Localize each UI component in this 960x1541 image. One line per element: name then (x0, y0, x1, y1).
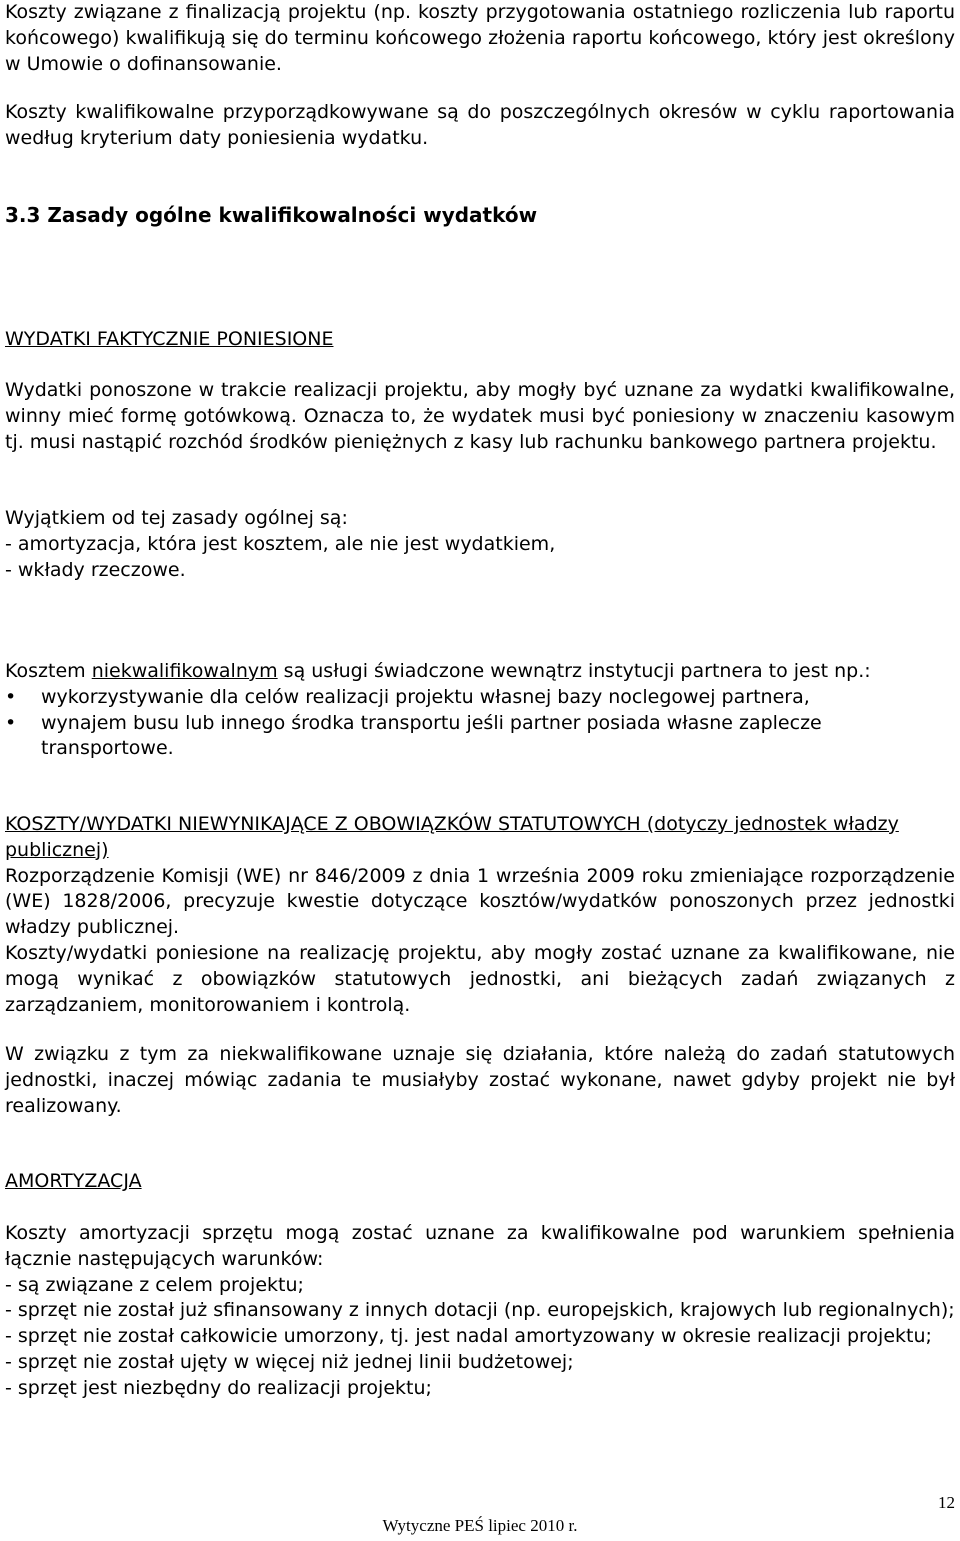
condition-item: - sprzęt jest niezbędny do realizacji projektu; (5, 1376, 432, 1399)
paragraph-niekwalifikowane: W związku z tym za niekwalifikowane uznaje się działania, które należą do zadań statutowych jednostki, inaczej mówiąc zadania te musiałyby zostać wykonane, nawet gdyby projekt nie był realizowany. (5, 1043, 955, 1117)
heading-amortyzacja (5, 1169, 142, 1195)
paragraph-okresy: Koszty kwalifikowalne przyporządkowywane są do poszczególnych okresów w cyklu raportowania według kryterium daty poniesienia wydatku. (5, 101, 955, 149)
exceptions-intro: Wyjątkiem od tej zasady ogólnej są: (5, 507, 348, 529)
list-item-text: wykorzystywanie dla celów realizacji projektu własnej bazy noclegowej partnera, (41, 685, 810, 708)
bullet-icon: • (5, 711, 17, 734)
page-number: 12 (938, 1493, 955, 1512)
condition-item: - są związane z celem projektu; (5, 1273, 304, 1296)
condition-item: - sprzęt nie został ujęty w więcej niż jednej linii budżetowej; (5, 1350, 574, 1373)
niekwal-text-before: Kosztem (5, 660, 92, 682)
footer-text: Wytyczne PEŚ lipiec 2010 r. (382, 1516, 578, 1535)
heading-koszty-text: KOSZTY/WYDATKI NIEWYNIKAJĄCE Z OBOWIĄZKÓW STATUTOWYCH (dotyczy jednostek władzy publicznej) (5, 813, 899, 861)
paragraph-amortyzacja: Koszty amortyzacji sprzętu mogą zostać uznane za kwalifikowalne pod warunkiem spełnienia łącznie następujących warunków: (5, 1222, 955, 1270)
list-item-text: wynajem busu lub innego środka transportu jeśli partner posiada własne zaplecze transportowe. (41, 711, 822, 760)
heading-amortyzacja-text: AMORTYZACJA (5, 1170, 142, 1192)
amortyzacja-block (5, 1221, 955, 1402)
condition-item: - sprzęt nie został całkowicie umorzony, tj. jest nadal amortyzowany w okresie realizacji projektu; (5, 1325, 932, 1348)
condition-item: - sprzęt nie został już sfinansowany z innych dotacji (np. europejskich, krajowych lub regionalnych); (5, 1299, 955, 1322)
paragraph-koszty-poniesione: Koszty/wydatki poniesione na realizację projektu, aby mogły zostać uznane za kwalifikowane, nie mogą wynikać z obowiązków statutowych jednostki, ani bieżących zadań związanych z zarządzaniem, monitorowaniem i kontrolą. (5, 941, 955, 1016)
bullet-icon: • (5, 685, 17, 708)
niekwal-list (5, 685, 955, 762)
heading-koszty-statutowe (5, 812, 955, 864)
niekwalifikowalne-block (5, 659, 955, 762)
list-item (5, 685, 955, 711)
list-item (5, 711, 955, 763)
exception-item: - wkłady rzeczowe. (5, 558, 186, 581)
niekwal-underlined: niekwalifikowalnym (91, 660, 278, 682)
section-heading: 3.3 Zasady ogólne kwalifikowalności wydatków (5, 203, 538, 227)
exception-item: - amortyzacja, która jest kosztem, ale nie jest wydatkiem, (5, 532, 556, 555)
exceptions-block (5, 506, 955, 583)
heading-wydatki-text: WYDATKI FAKTYCZNIE PONIESIONE (5, 328, 334, 350)
heading-wydatki-faktycznie (5, 327, 333, 353)
paragraph-rozporzadzenie: Rozporządzenie Komisji (WE) nr 846/2009 z dnia 1 września 2009 roku zmieniające rozporządzenie (WE) 1828/2006, precyzuje kwestie dotyczące kosztów/wydatków ponoszonych przez jednostki władzy publicznej. (5, 864, 955, 939)
paragraph-wydatki: Wydatki ponoszone w trakcie realizacji projektu, aby mogły być uznane za wydatki kwalifikowalne, winny mieć formę gotówkową. Oznacza to, że wydatek musi być poniesiony w znaczeniu kasowym tj. musi nastąpić rozchód środków pieniężnych z kasy lub rachunku bankowego partnera projektu. (5, 379, 955, 453)
statutowe-block (5, 812, 955, 1018)
paragraph-niekwalifikowalne (5, 659, 955, 685)
paragraph-finalizacja: Koszty związane z finalizacją projektu (np. koszty przygotowania ostatniego rozliczenia lub raportu końcowego) kwalifikują się do terminu końcowego złożenia raportu końcowego, który jest określony w Umowie o dofinansowanie. (5, 1, 955, 75)
niekwal-text-after: są usługi świadczone wewnątrz instytucji partnera to jest np.: (277, 660, 871, 682)
